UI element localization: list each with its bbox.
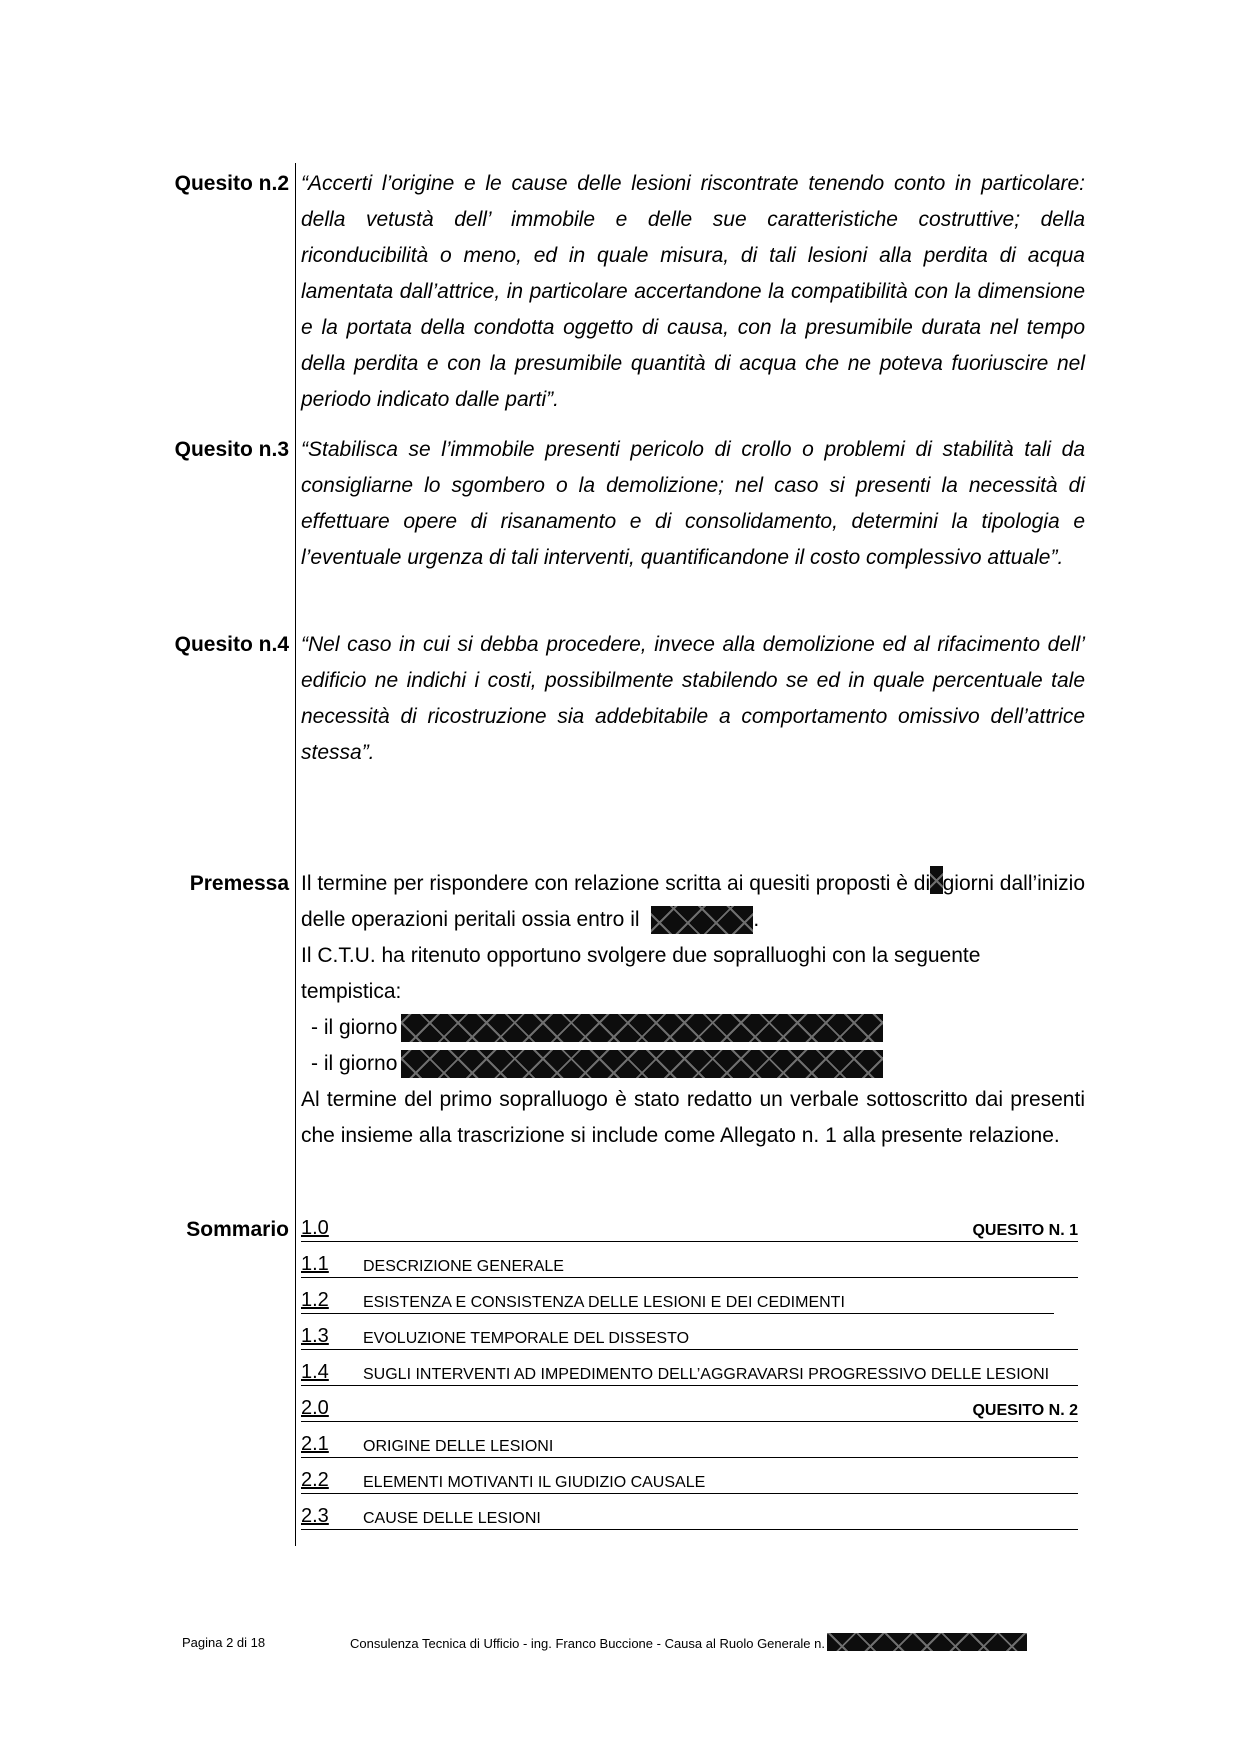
premessa-body — [301, 866, 1085, 1154]
premessa-item-1-label: - il giorno — [311, 1016, 398, 1039]
quesito-2-text: “Accerti l’origine e le cause delle lesioni riscontrate tenendo conto in particolare: della vetustà dell’ immobile e delle sue caratteristiche costruttive; della riconducibilità o meno, ed in quale misura, di tali lesioni alla perdita di acqua lamentata dall’attrice, in particolare accertandone la compatibilità con la dimensione e la portata della condotta oggetto di causa, con la presumibile durata nel tempo della perdita e con la presumibile quantità di acqua che ne poteva fuoriuscire nel periodo indicato dalle parti”. — [301, 172, 1085, 411]
toc-title: SUGLI INTERVENTI AD IMPEDIMENTO DELL’AGGRAVARSI PROGRESSIVO DELLE LESIONI — [363, 1366, 1050, 1383]
footer-text: Consulenza Tecnica di Ufficio - ing. Franco Buccione - Causa al Ruolo Generale n. — [350, 1636, 825, 1651]
premessa-line-2 — [301, 902, 1085, 938]
toc-num: 1.0 — [301, 1217, 329, 1239]
toc-title: ELEMENTI MOTIVANTI IL GIUDIZIO CAUSALE — [363, 1474, 706, 1491]
toc-num: 2.0 — [301, 1397, 329, 1419]
margin-rule — [295, 163, 296, 1546]
toc-title: EVOLUZIONE TEMPORALE DEL DISSESTO — [363, 1330, 690, 1347]
quesito-3-label: Quesito n.3 — [174, 438, 289, 461]
premessa-item-2-label: - il giorno — [311, 1052, 398, 1075]
redacted-days — [930, 866, 942, 894]
redacted-date — [651, 906, 753, 934]
quesito-4-label: Quesito n.4 — [174, 633, 289, 656]
premessa-label: Premessa — [189, 872, 289, 895]
premessa-p1-c: delle operazioni peritali ossia entro il — [301, 908, 640, 931]
toc-num: 2.1 — [301, 1433, 329, 1455]
toc-num: 1.4 — [301, 1361, 329, 1383]
toc-row[interactable] — [301, 1211, 1078, 1242]
footer-page-number: Pagina 2 di 18 — [182, 1635, 266, 1650]
toc-num: 1.3 — [301, 1325, 329, 1347]
toc-title: DESCRIZIONE GENERALE — [363, 1258, 564, 1275]
toc-title: CAUSE DELLE LESIONI — [363, 1510, 541, 1527]
premessa-p2: Il C.T.U. ha ritenuto opportuno svolgere due sopralluoghi con la seguente tempistica: — [301, 944, 981, 1003]
toc-row[interactable] — [301, 1283, 1054, 1314]
redacted-date-2 — [401, 1050, 883, 1078]
toc-row[interactable] — [301, 1247, 1078, 1278]
premessa-p1-d: . — [753, 908, 760, 931]
toc-row[interactable] — [301, 1355, 1078, 1386]
sommario-label: Sommario — [186, 1218, 289, 1241]
toc-row[interactable] — [301, 1499, 1078, 1530]
quesito-3-text: “Stabilisca se l’immobile presenti pericolo di crollo o problemi di stabilità tali da consigliarne lo sgombero o la demolizione; nel caso si presenti la necessità di effettuare opere di risanamento e di consolidamento, determini la tipologia e l’eventuale urgenza di tali interventi, quantificandone il costo complessivo attuale”. — [301, 438, 1085, 569]
toc-row[interactable] — [301, 1427, 1078, 1458]
footer-info — [350, 1633, 1027, 1654]
redacted-date-1 — [401, 1014, 883, 1042]
premessa-p1-a: Il termine per rispondere con relazione scritta ai quesiti proposti è di — [301, 872, 931, 895]
toc-quesito-label: QUESITO N. 2 — [972, 1402, 1078, 1419]
premessa-p1-b: giorni dall’inizio — [942, 872, 1085, 895]
redacted-case-number — [827, 1633, 1027, 1651]
premessa-item-2 — [301, 1046, 1085, 1082]
quesito-2-label: Quesito n.2 — [174, 172, 289, 195]
premessa-line-1 — [301, 866, 1085, 902]
toc-num: 1.1 — [301, 1253, 329, 1275]
toc-quesito-label: QUESITO N. 1 — [972, 1222, 1078, 1239]
toc-num: 2.2 — [301, 1469, 329, 1491]
toc-title: ESISTENZA E CONSISTENZA DELLE LESIONI E DEI CEDIMENTI — [363, 1294, 845, 1311]
toc-num: 2.3 — [301, 1505, 329, 1527]
quesito-4-text: “Nel caso in cui si debba procedere, invece alla demolizione ed al rifacimento dell’ edificio ne indichi i costi, possibilmente stabilendo se ed in quale percentuale tale necessità di ricostruzione sia addebitabile a comportamento omissivo dell’attrice stessa”. — [301, 633, 1085, 764]
premessa-item-1 — [301, 1010, 1085, 1046]
premessa-p3: Al termine del primo sopralluogo è stato redatto un verbale sottoscritto dai presenti che insieme alla trascrizione si include come Allegato n. 1 alla presente relazione. — [301, 1088, 1085, 1147]
toc-row[interactable] — [301, 1319, 1078, 1350]
toc-row[interactable] — [301, 1463, 1078, 1494]
toc-num: 1.2 — [301, 1289, 329, 1311]
toc-title: ORIGINE DELLE LESIONI — [363, 1438, 554, 1455]
toc-row[interactable] — [301, 1391, 1078, 1422]
